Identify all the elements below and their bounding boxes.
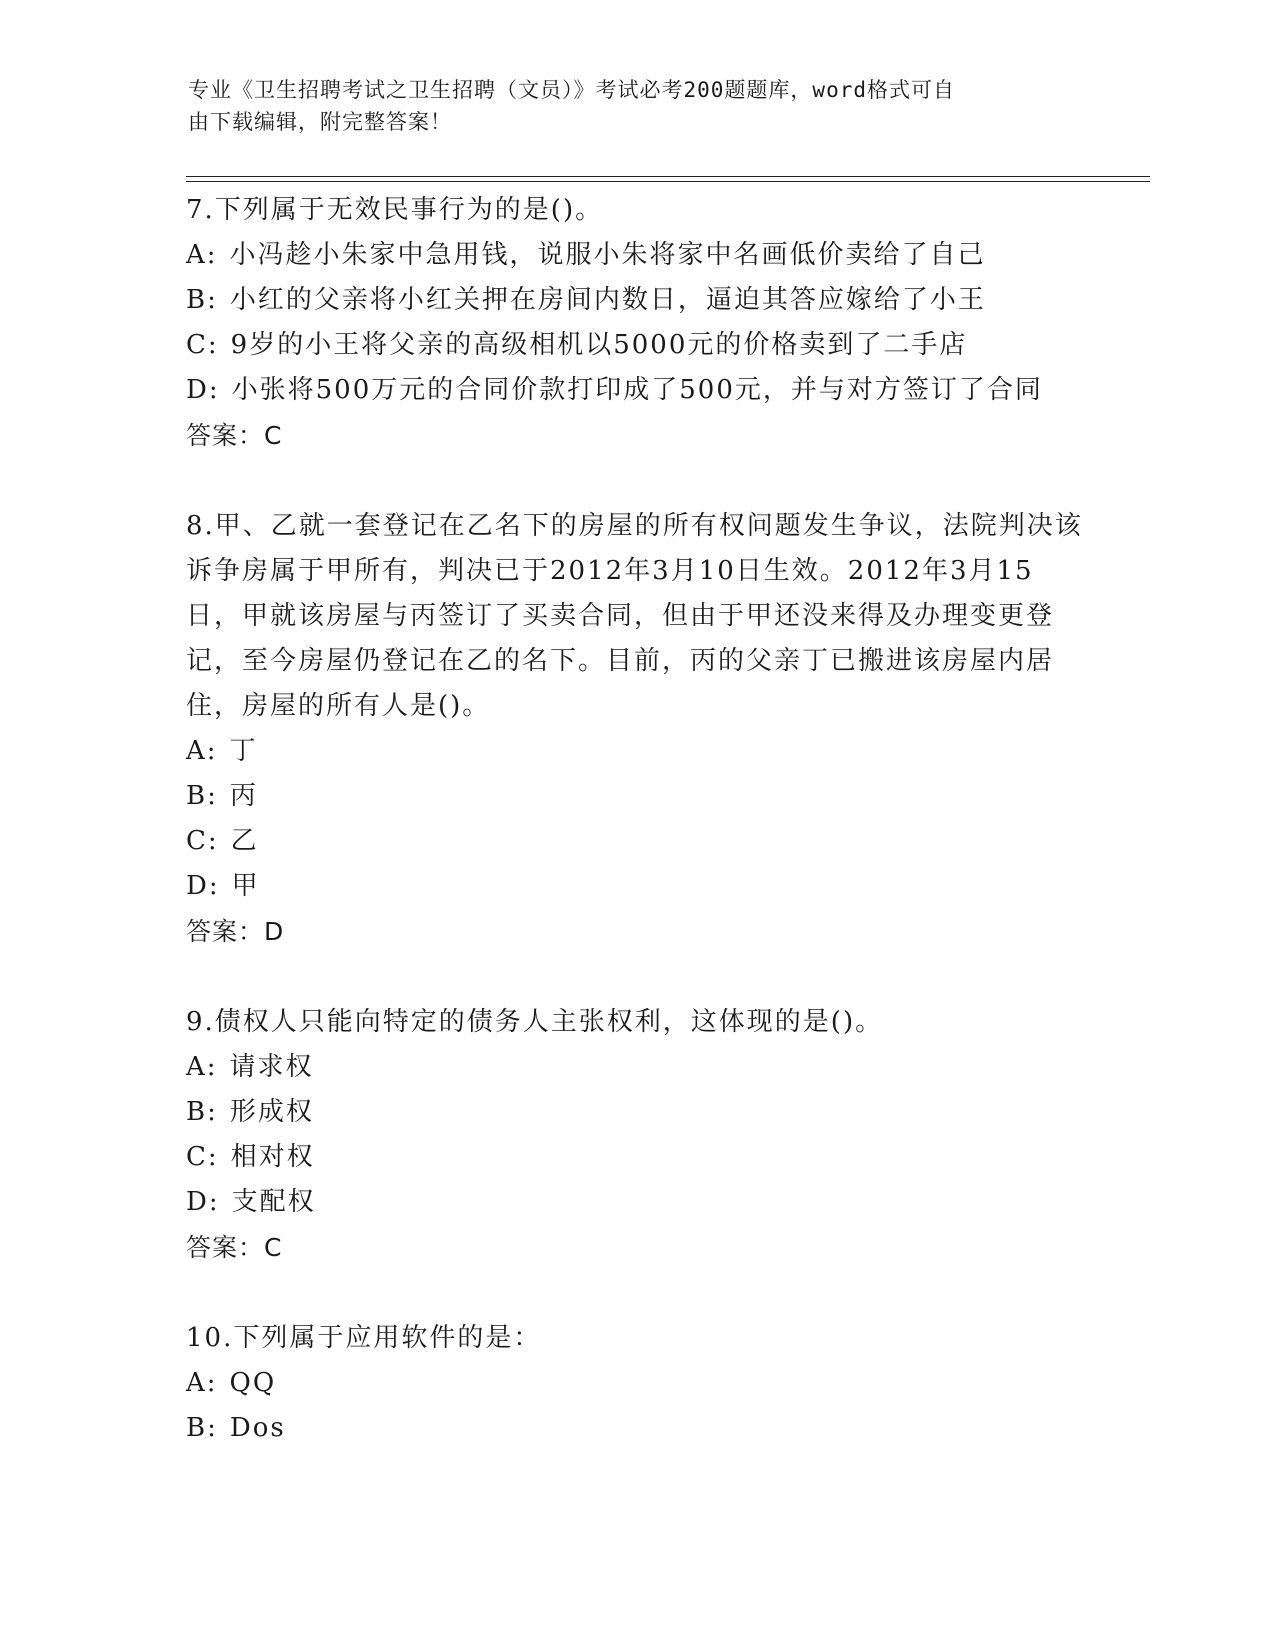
header-line-2: 由下载编辑，附完整答案！ (188, 110, 452, 134)
option-label: C: (186, 826, 219, 856)
option-b (186, 1090, 1086, 1135)
option-text: Dos (229, 1413, 286, 1443)
option-d (186, 1180, 1086, 1225)
option-text: 支配权 (231, 1187, 316, 1217)
option-b (186, 774, 1086, 819)
option-text: 相对权 (230, 1142, 315, 1172)
option-text: 小冯趁小朱家中急用钱，说服小朱将家中名画低价卖给了自己 (229, 240, 986, 270)
option-label: C: (186, 330, 219, 360)
option-label: A: (186, 240, 218, 270)
header-divider-top (186, 176, 1150, 177)
option-text: 丙 (229, 781, 258, 811)
option-c (186, 323, 1086, 368)
option-c (186, 819, 1086, 864)
answer: 答案：C (186, 1233, 283, 1262)
option-b (186, 278, 1086, 323)
option-label: A: (186, 736, 218, 766)
question-8 (186, 504, 1086, 954)
option-label: B: (186, 1413, 218, 1443)
question-stem: 10.下列属于应用软件的是： (186, 1323, 542, 1353)
option-c (186, 1135, 1086, 1180)
option-label: A: (186, 1052, 218, 1082)
option-a (186, 1045, 1086, 1090)
question-7 (186, 188, 1086, 458)
option-a (186, 1361, 1086, 1406)
option-label: D: (186, 1187, 220, 1217)
document-header (188, 74, 1068, 138)
option-label: B: (186, 781, 218, 811)
question-stem: 7.下列属于无效民事行为的是()。 (186, 195, 604, 225)
question-stem: 9.债权人只能向特定的债务人主张权利，这体现的是()。 (186, 1007, 884, 1037)
header-line-1: 专业《卫生招聘考试之卫生招聘（文员）》考试必考200题题库，word格式可自 (188, 78, 955, 102)
option-text: 形成权 (229, 1097, 314, 1127)
option-text: 甲 (231, 871, 260, 901)
option-text: 小张将500万元的合同价款打印成了500元，并与对方签订了合同 (231, 375, 1043, 405)
option-label: C: (186, 1142, 219, 1172)
option-d (186, 368, 1086, 413)
option-b (186, 1406, 1086, 1451)
option-text: 请求权 (229, 1052, 314, 1082)
option-label: A: (186, 1368, 218, 1398)
option-text: 乙 (230, 826, 259, 856)
option-text: 小红的父亲将小红关押在房间内数日，逼迫其答应嫁给了小王 (229, 285, 986, 315)
question-stem: 8.甲、乙就一套登记在乙名下的房屋的所有权问题发生争议，法院判决该诉争房属于甲所有，判决已于2012年3月10日生效。2012年3月15日，甲就该房屋与丙签订了买卖合同，但由于甲还没来得及办理变更登记，至今房屋仍登记在乙的名下。目前，丙的父亲丁已搬进该房屋内居住，房屋的所有人是()。 (186, 511, 1083, 721)
answer: 答案：C (186, 421, 283, 450)
header-divider-bottom (186, 181, 1150, 182)
question-list (186, 188, 1086, 1497)
option-label: B: (186, 285, 218, 315)
option-text: 9岁的小王将父亲的高级相机以5000元的价格卖到了二手店 (230, 330, 968, 360)
option-label: B: (186, 1097, 218, 1127)
option-label: D: (186, 871, 220, 901)
option-text: QQ (229, 1368, 277, 1398)
option-text: 丁 (229, 736, 258, 766)
option-label: D: (186, 375, 220, 405)
answer: 答案：D (186, 917, 285, 946)
question-10 (186, 1316, 1086, 1451)
option-d (186, 864, 1086, 909)
option-a (186, 729, 1086, 774)
option-a (186, 233, 1086, 278)
question-9 (186, 1000, 1086, 1270)
